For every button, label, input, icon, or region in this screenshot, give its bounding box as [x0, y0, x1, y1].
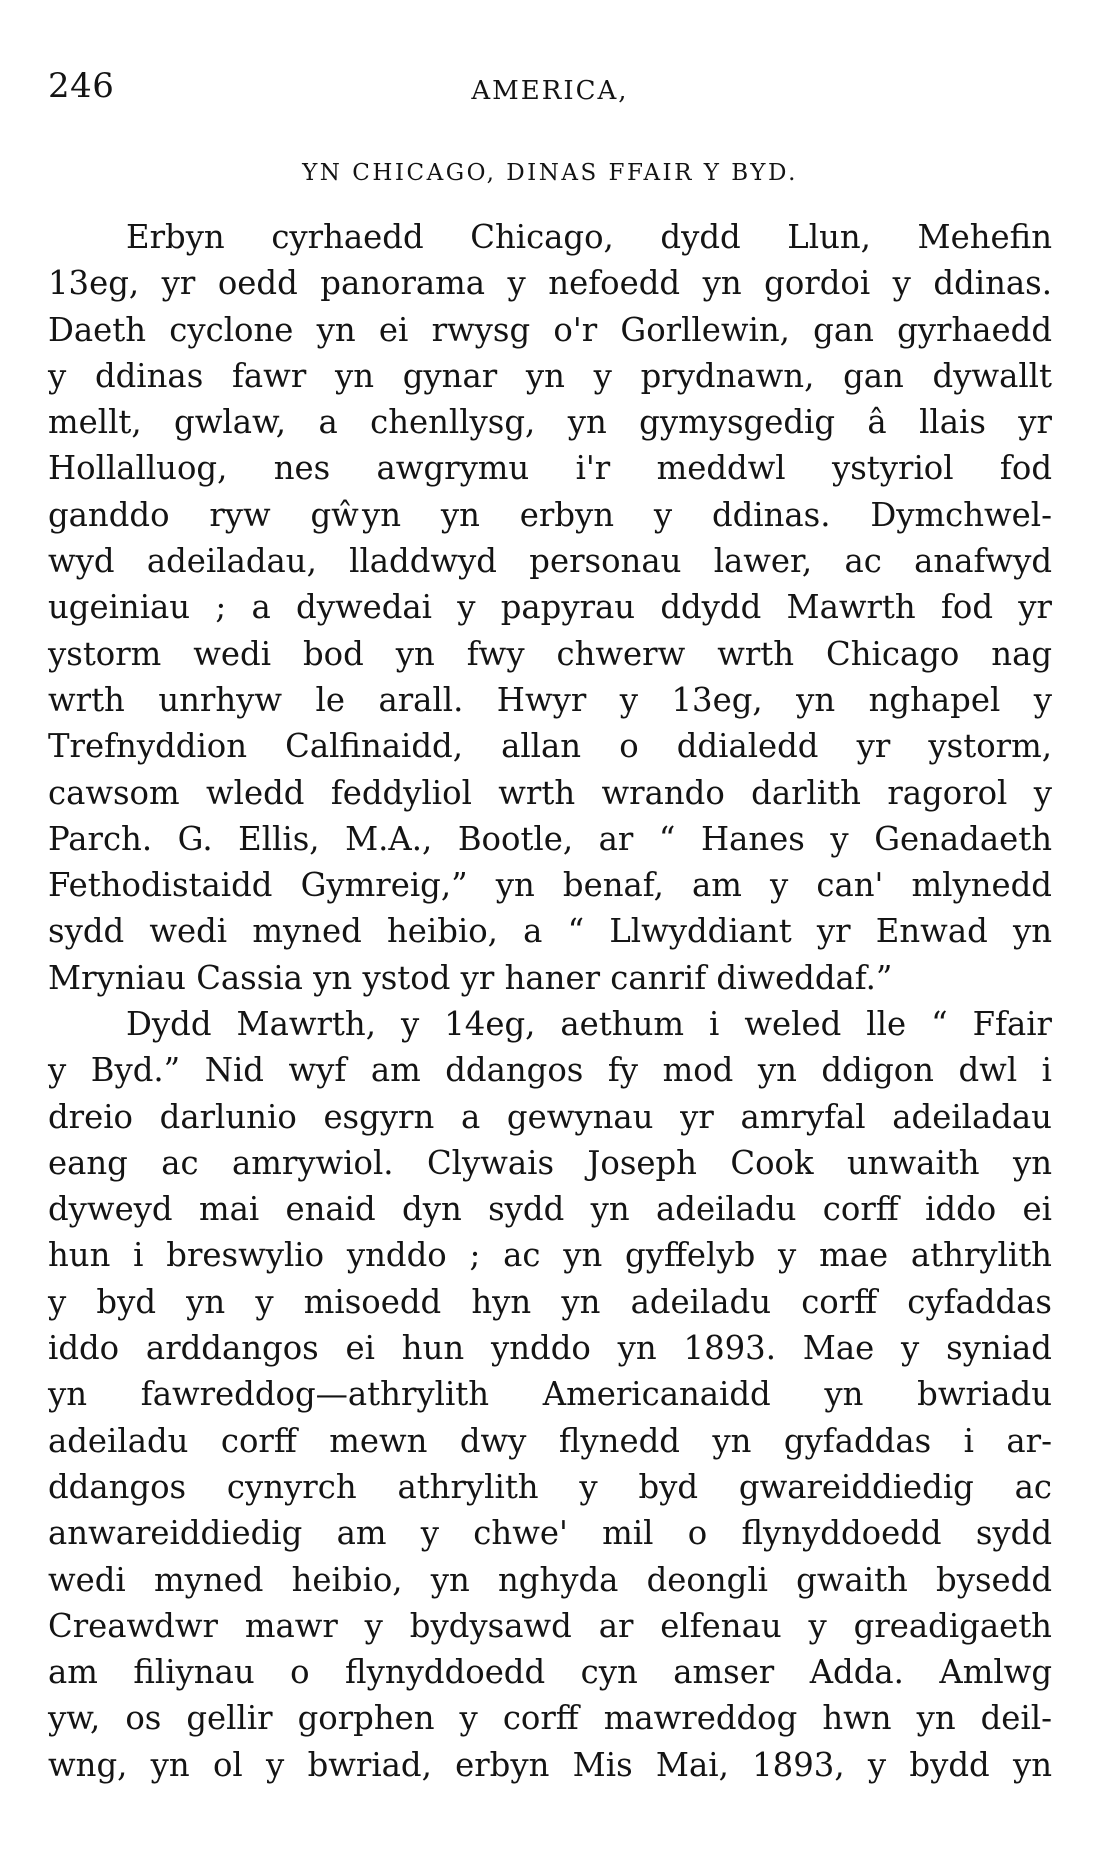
paragraph-2	[48, 1001, 1052, 1788]
text-line: hun i breswylio ynddo ; ac yn gyffelyb y mae athrylith	[48, 1236, 1052, 1275]
text-line: sydd wedi myned heibio, a “ Llwyddiant yr Enwad yn	[48, 912, 1052, 951]
text-line: Erbyn cyrhaedd Chicago, dydd Llun, Mehefin	[126, 218, 1052, 256]
text-line: ugeiniau ; a dywedai y papyrau ddydd Mawrth fod yr	[48, 588, 1052, 627]
text-line: wng, yn ol y bwriad, erbyn Mis Mai, 1893, y bydd yn	[48, 1745, 1052, 1784]
text-line: am filiynau o flynyddoedd cyn amser Adda. Amlwg	[48, 1653, 1052, 1692]
text-line: dreio darlunio esgyrn a gewynau yr amryfal adeiladau	[48, 1097, 1052, 1136]
text-line: ystorm wedi bod yn fwy chwerw wrth Chicago nag	[48, 634, 1052, 673]
text-line: Creawdwr mawr y bydysawd ar elfenau y greadigaeth	[48, 1606, 1052, 1645]
text-line: Fethodistaidd Gymreig,” yn benaf, am y can' mlynedd	[48, 866, 1052, 905]
text-line: yn fawreddog—athrylith Americanaidd yn bwriadu	[48, 1375, 1052, 1414]
paragraph-1	[48, 214, 1052, 1001]
page-number: 246	[48, 66, 115, 106]
text-line: eang ac amrywiol. Clywais Joseph Cook unwaith yn	[48, 1143, 1052, 1182]
text-line: cawsom wledd feddyliol wrth wrando darlith ragorol y	[48, 773, 1052, 812]
text-line: dyweyd mai enaid dyn sydd yn adeiladu corff iddo ei	[48, 1190, 1052, 1229]
text-line: wedi myned heibio, yn nghyda deongli gwaith bysedd	[48, 1560, 1052, 1599]
text-line: wyd adeiladau, lladdwyd personau lawer, ac anafwyd	[48, 542, 1052, 581]
section-heading: YN CHICAGO, DINAS FFAIR Y BYD.	[302, 160, 798, 186]
text-line: adeiladu corff mewn dwy flynedd yn gyfaddas i ar-	[48, 1421, 1052, 1460]
text-line: y ddinas fawr yn gynar yn y prydnawn, gan dywallt	[48, 356, 1052, 395]
text-line: Parch. G. Ellis, M.A., Bootle, ar “ Hanes y Genadaeth	[48, 819, 1052, 858]
text-line: ganddo ryw gŵyn yn erbyn y ddinas. Dymchwel-	[48, 495, 1052, 534]
text-line: anwareiddiedig am y chwe' mil o flynyddoedd sydd	[48, 1514, 1052, 1553]
text-line: mellt, gwlaw, a chenllysg, yn gymysgedig â llais yr	[48, 403, 1052, 442]
text-line: Dydd Mawrth, y 14eg, aethum i weled lle “ Ffair	[126, 1005, 1052, 1043]
text-line: iddo arddangos ei hun ynddo yn 1893. Mae y syniad	[48, 1329, 1052, 1368]
text-line: Mryniau Cassia yn ystod yr haner canrif diweddaf.”	[48, 958, 893, 997]
text-line: Trefnyddion Calfinaidd, allan o ddialedd yr ystorm,	[48, 727, 1052, 766]
text-line: y byd yn y misoedd hyn yn adeiladu corff cyfaddas	[48, 1282, 1052, 1321]
running-title: AMERICA,	[471, 76, 629, 106]
text-line: Hollalluog, nes awgrymu i'r meddwl ystyriol fod	[48, 449, 1052, 488]
text-line: yw, os gellir gorphen y corff mawreddog hwn yn deil-	[48, 1699, 1052, 1738]
text-line: 13eg, yr oedd panorama y nefoedd yn gordoi y ddinas.	[48, 264, 1052, 303]
text-line: ddangos cynyrch athrylith y byd gwareiddiedig ac	[48, 1467, 1052, 1506]
text-line: Daeth cyclone yn ei rwysg o'r Gorllewin, gan gyrhaedd	[48, 310, 1052, 349]
text-line: wrth unrhyw le arall. Hwyr y 13eg, yn nghapel y	[48, 680, 1052, 719]
running-header	[48, 66, 1052, 116]
text-line: y Byd.” Nid wyf am ddangos fy mod yn ddigon dwl i	[48, 1051, 1052, 1090]
